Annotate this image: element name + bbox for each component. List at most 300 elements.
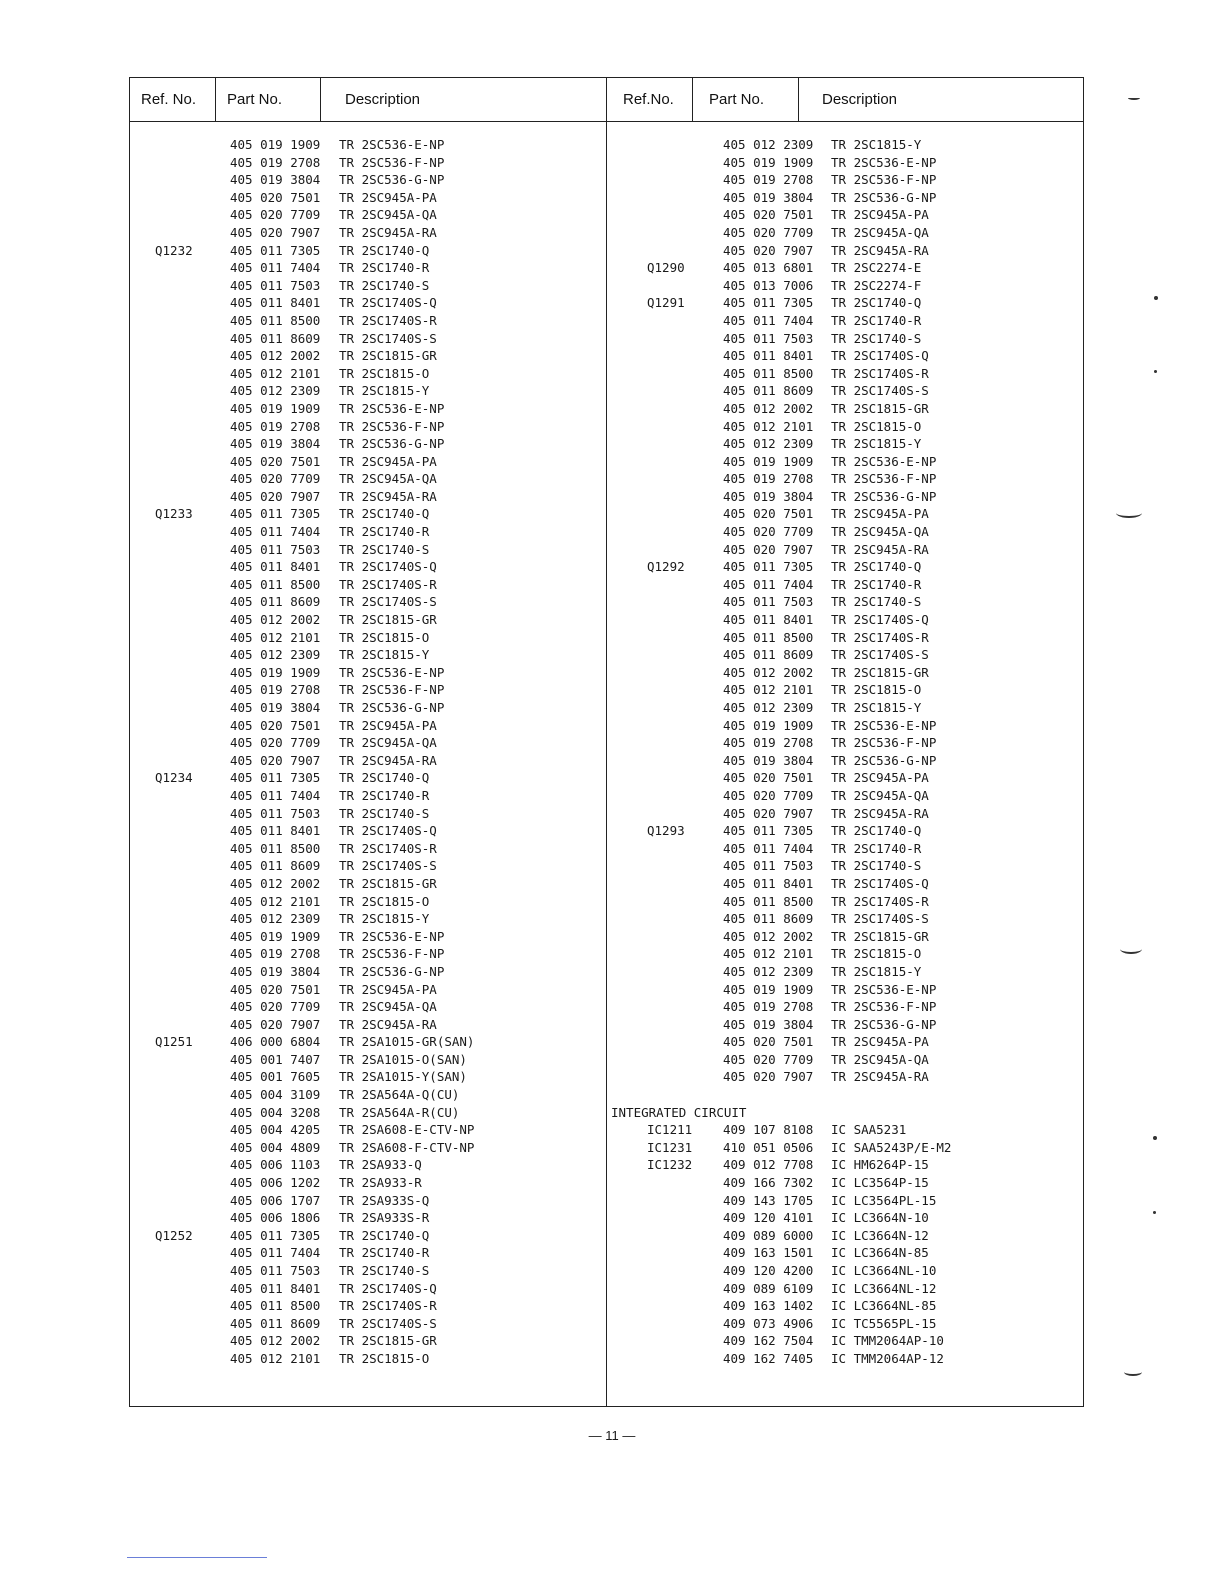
- part-no-cell: 405 012 2309: [230, 647, 321, 663]
- description-cell: TR 2SC536-E-NP: [831, 453, 937, 469]
- part-no-cell: 405 011 8401: [230, 1280, 321, 1296]
- part-no-cell: 409 089 6109: [723, 1280, 814, 1296]
- table-row: [130, 1315, 606, 1333]
- table-row: [607, 505, 1083, 523]
- part-no-cell: 405 001 7407: [230, 1051, 321, 1067]
- table-row: [130, 242, 606, 260]
- table-row: [130, 576, 606, 594]
- table-row: [130, 611, 606, 629]
- description-cell: TR 2SA608-F-CTV-NP: [339, 1139, 475, 1155]
- part-no-cell: 405 019 2708: [230, 946, 321, 962]
- table-row: [130, 629, 606, 647]
- part-no-cell: 405 019 2708: [723, 172, 814, 188]
- table-row: [607, 1139, 1083, 1157]
- ref-no-cell: Q1232: [155, 242, 193, 258]
- part-no-cell: 405 012 2101: [230, 629, 321, 645]
- part-no-cell: 405 019 3804: [723, 189, 814, 205]
- table-row: [607, 242, 1083, 260]
- table-row: [130, 418, 606, 436]
- table-row: [130, 1227, 606, 1245]
- description-cell: TR 2SC945A-PA: [339, 981, 437, 997]
- table-row: [130, 875, 606, 893]
- table-row: [607, 734, 1083, 752]
- description-cell: TR 2SC536-G-NP: [339, 172, 445, 188]
- description-cell: TR 2SC945A-PA: [339, 189, 437, 205]
- table-row: [130, 822, 606, 840]
- part-no-cell: 405 012 2309: [723, 436, 814, 452]
- description-cell: TR 2SC1740-R: [339, 1245, 430, 1261]
- table-row: [130, 1051, 606, 1069]
- part-no-cell: 405 011 8609: [723, 647, 814, 663]
- table-row: [130, 857, 606, 875]
- part-no-cell: 405 020 7907: [230, 1016, 321, 1032]
- description-cell: TR 2SC1740S-R: [339, 312, 437, 328]
- description-cell: TR 2SC536-F-NP: [339, 418, 445, 434]
- part-no-cell: 405 011 8500: [230, 1298, 321, 1314]
- description-cell: IC LC3664N-12: [831, 1227, 929, 1243]
- table-row: [130, 400, 606, 418]
- table-row: [130, 840, 606, 858]
- part-no-cell: 409 120 4101: [723, 1210, 814, 1226]
- description-cell: TR 2SC1740-S: [339, 277, 430, 293]
- description-cell: TR 2SC1740-R: [339, 260, 430, 276]
- part-no-cell: 405 019 2708: [230, 154, 321, 170]
- part-no-cell: 405 012 2101: [230, 893, 321, 909]
- scan-mark: [1124, 1368, 1142, 1376]
- table-row: [607, 752, 1083, 770]
- table-row: [607, 1209, 1083, 1227]
- description-cell: TR 2SC945A-QA: [339, 735, 437, 751]
- part-no-cell: 405 020 7501: [723, 1034, 814, 1050]
- description-cell: TR 2SC1740-Q: [339, 770, 430, 786]
- part-no-cell: 405 011 8401: [723, 348, 814, 364]
- description-cell: TR 2SC1815-GR: [339, 348, 437, 364]
- header-description-right: Description: [822, 91, 898, 108]
- part-no-cell: 405 011 7503: [723, 330, 814, 346]
- part-no-cell: 405 011 8609: [230, 594, 321, 610]
- table-row: [130, 717, 606, 735]
- description-cell: TR 2SC1740-Q: [831, 823, 922, 839]
- table-row: [130, 945, 606, 963]
- table-row: [607, 206, 1083, 224]
- part-no-cell: 405 019 3804: [230, 963, 321, 979]
- table-row: [607, 294, 1083, 312]
- part-no-cell: 405 019 3804: [230, 172, 321, 188]
- part-no-cell: 405 019 3804: [230, 700, 321, 715]
- description-cell: TR 2SC1740S-R: [339, 1298, 437, 1314]
- table-row: [130, 294, 606, 312]
- part-no-cell: 406 000 6804: [230, 1034, 321, 1050]
- table-row: [607, 1315, 1083, 1333]
- description-cell: TR 2SC1740-R: [831, 840, 922, 856]
- description-cell: TR 2SC945A-QA: [831, 787, 929, 803]
- part-no-cell: 405 011 7305: [230, 770, 321, 786]
- table-row: [130, 646, 606, 664]
- table-row: [130, 259, 606, 277]
- description-cell: TR 2SC1815-GR: [831, 928, 929, 944]
- description-cell: TR 2SC1740S-R: [339, 576, 437, 592]
- part-no-cell: 405 019 3804: [723, 1016, 814, 1032]
- description-cell: TR 2SA933-Q: [339, 1157, 422, 1173]
- part-no-cell: 405 012 2002: [230, 348, 321, 364]
- description-cell: TR 2SC536-F-NP: [339, 154, 445, 170]
- description-cell: TR 2SC1740S-S: [831, 647, 929, 663]
- table-row: [607, 1068, 1083, 1086]
- description-cell: TR 2SC1740-Q: [831, 559, 922, 575]
- part-no-cell: 405 019 3804: [230, 436, 321, 452]
- description-cell: TR 2SC536-F-NP: [831, 471, 937, 487]
- part-no-cell: 405 019 2708: [723, 471, 814, 487]
- part-no-cell: 405 011 8500: [723, 893, 814, 909]
- part-no-cell: 405 011 7404: [723, 576, 814, 592]
- part-no-cell: 405 019 3804: [723, 752, 814, 768]
- ref-no-cell: IC1211: [647, 1122, 693, 1138]
- table-row: [607, 1227, 1083, 1245]
- part-no-cell: 409 073 4906: [723, 1315, 814, 1331]
- description-cell: TR 2SC2274-E: [831, 260, 922, 276]
- part-no-cell: 409 163 1402: [723, 1298, 814, 1314]
- part-no-cell: 405 019 1909: [723, 154, 814, 170]
- table-row: [130, 593, 606, 611]
- description-cell: TR 2SA564A-Q(CU): [339, 1087, 460, 1103]
- table-row: [607, 488, 1083, 506]
- table-row: [607, 136, 1083, 154]
- description-cell: TR 2SC1740S-Q: [339, 295, 437, 311]
- table-row: [607, 347, 1083, 365]
- part-no-cell: 405 011 7404: [723, 840, 814, 856]
- description-cell: TR 2SC945A-PA: [831, 207, 929, 223]
- table-row: [607, 259, 1083, 277]
- description-cell: TR 2SC1740-R: [831, 312, 922, 328]
- header-divider: [320, 78, 321, 122]
- table-row: [607, 664, 1083, 682]
- description-cell: TR 2SC1740S-S: [339, 858, 437, 874]
- part-no-cell: 405 011 8401: [230, 295, 321, 311]
- description-cell: TR 2SC1740-R: [339, 524, 430, 540]
- part-no-cell: 409 089 6000: [723, 1227, 814, 1243]
- description-cell: TR 2SC945A-PA: [831, 770, 929, 786]
- part-no-cell: 405 019 1909: [723, 453, 814, 469]
- description-cell: TR 2SC1815-O: [831, 946, 922, 962]
- table-row: [607, 365, 1083, 383]
- table-row: [607, 171, 1083, 189]
- description-cell: IC LC3664N-10: [831, 1210, 929, 1226]
- table-row: [607, 998, 1083, 1016]
- part-no-cell: 405 020 7907: [723, 1069, 814, 1085]
- description-cell: TR 2SC1815-O: [339, 629, 430, 645]
- part-no-cell: 409 162 7504: [723, 1333, 814, 1349]
- table-row: [130, 805, 606, 823]
- table-row: [607, 1121, 1083, 1139]
- table-row: [130, 1350, 606, 1368]
- table-row: [130, 541, 606, 559]
- description-cell: TR 2SC1740-S: [831, 330, 922, 346]
- table-row: [130, 505, 606, 523]
- table-row: [130, 523, 606, 541]
- table-row: [130, 910, 606, 928]
- header-divider: [692, 78, 693, 122]
- table-row: [607, 945, 1083, 963]
- table-row: [607, 576, 1083, 594]
- part-no-cell: 405 012 2101: [723, 946, 814, 962]
- table-row: [130, 699, 606, 717]
- description-cell: TR 2SC1815-Y: [831, 436, 922, 452]
- table-row: [130, 769, 606, 787]
- part-no-cell: 405 012 2101: [723, 418, 814, 434]
- part-no-cell: 405 011 7404: [230, 1245, 321, 1261]
- description-cell: TR 2SC536-F-NP: [831, 735, 937, 751]
- description-cell: TR 2SC1740S-R: [339, 840, 437, 856]
- part-no-cell: 405 011 7503: [723, 594, 814, 610]
- description-cell: TR 2SC1815-Y: [339, 383, 430, 399]
- part-no-cell: 405 012 2002: [230, 875, 321, 891]
- table-row: [130, 171, 606, 189]
- part-no-cell: 405 001 7605: [230, 1069, 321, 1085]
- part-no-cell: 405 011 8609: [723, 383, 814, 399]
- part-no-cell: 405 019 1909: [230, 400, 321, 416]
- description-cell: TR 2SC1740S-S: [831, 383, 929, 399]
- description-cell: TR 2SA564A-R(CU): [339, 1104, 460, 1120]
- part-no-cell: 405 012 2309: [723, 137, 814, 152]
- part-no-cell: 405 019 1909: [230, 928, 321, 944]
- description-cell: TR 2SC1740-S: [339, 1263, 430, 1278]
- description-cell: TR 2SC536-G-NP: [339, 700, 445, 715]
- table-row: [607, 1104, 1083, 1122]
- description-cell: TR 2SC1740S-S: [339, 594, 437, 610]
- table-row: [130, 277, 606, 295]
- part-no-cell: 405 020 7907: [723, 541, 814, 557]
- scan-mark: [1153, 1211, 1156, 1214]
- table-row: [130, 1068, 606, 1086]
- description-cell: TR 2SC1815-O: [339, 893, 430, 909]
- table-row: [607, 717, 1083, 735]
- table-row: [607, 1086, 1083, 1104]
- description-cell: TR 2SC536-G-NP: [831, 1016, 937, 1032]
- part-no-cell: 405 020 7907: [230, 224, 321, 240]
- part-no-cell: 405 011 7305: [723, 295, 814, 311]
- part-no-cell: 405 011 7404: [723, 312, 814, 328]
- header-divider: [798, 78, 799, 122]
- table-row: [607, 558, 1083, 576]
- table-row: [607, 629, 1083, 647]
- description-cell: TR 2SC1740-R: [339, 787, 430, 803]
- ref-no-cell: Q1293: [647, 823, 685, 839]
- part-no-cell: 405 020 7501: [230, 189, 321, 205]
- description-cell: TR 2SC1815-GR: [339, 1333, 437, 1349]
- table-row: [607, 681, 1083, 699]
- table-row: [607, 1280, 1083, 1298]
- description-cell: TR 2SC1815-GR: [339, 875, 437, 891]
- description-cell: IC SAA5231: [831, 1122, 907, 1138]
- table-row: [607, 893, 1083, 911]
- part-no-cell: 405 020 7709: [723, 787, 814, 803]
- scan-mark: [1153, 1136, 1157, 1140]
- table-row: [130, 136, 606, 154]
- table-row: [130, 893, 606, 911]
- page-number: — 11 —: [588, 1428, 636, 1443]
- description-cell: IC LC3664NL-85: [831, 1298, 937, 1314]
- description-cell: TR 2SC536-E-NP: [831, 154, 937, 170]
- table-row: [130, 963, 606, 981]
- description-cell: TR 2SC1815-O: [831, 682, 922, 698]
- table-row: [607, 787, 1083, 805]
- table-row: [607, 277, 1083, 295]
- part-no-cell: 405 020 7709: [230, 999, 321, 1015]
- part-no-cell: 405 012 2002: [723, 400, 814, 416]
- part-no-cell: 405 019 1909: [230, 137, 321, 152]
- table-row: [130, 681, 606, 699]
- table-row: [130, 664, 606, 682]
- part-no-cell: 405 020 7709: [723, 224, 814, 240]
- table-row: [130, 365, 606, 383]
- part-no-cell: 405 019 1909: [723, 981, 814, 997]
- description-cell: TR 2SC1740-Q: [339, 1227, 430, 1243]
- description-cell: TR 2SC945A-PA: [339, 717, 437, 733]
- description-cell: TR 2SC536-F-NP: [831, 999, 937, 1015]
- part-no-cell: 405 011 8609: [723, 911, 814, 927]
- table-row: [130, 312, 606, 330]
- description-cell: TR 2SC1740S-Q: [831, 348, 929, 364]
- table-row: [607, 154, 1083, 172]
- part-no-cell: 405 012 2002: [723, 928, 814, 944]
- table-row: [607, 1262, 1083, 1280]
- description-cell: TR 2SA933S-R: [339, 1210, 430, 1226]
- table-row: [130, 224, 606, 242]
- ref-no-cell: Q1290: [647, 260, 685, 276]
- table-row: [130, 1209, 606, 1227]
- table-row: [130, 558, 606, 576]
- table-row: [130, 435, 606, 453]
- table-row: [130, 206, 606, 224]
- description-cell: TR 2SC1815-O: [339, 1350, 430, 1366]
- part-no-cell: 405 011 7503: [230, 541, 321, 557]
- header-description-left: Description: [345, 91, 421, 108]
- description-cell: TR 2SC536-E-NP: [339, 664, 445, 680]
- description-cell: TR 2SC1815-GR: [831, 664, 929, 680]
- part-no-cell: 405 011 7503: [230, 277, 321, 293]
- part-no-cell: 405 011 8609: [230, 1315, 321, 1331]
- table-row: [607, 769, 1083, 787]
- description-cell: TR 2SC536-G-NP: [831, 189, 937, 205]
- part-no-cell: 405 011 7404: [230, 524, 321, 540]
- part-no-cell: 405 012 2101: [230, 365, 321, 381]
- table-row: [607, 1174, 1083, 1192]
- description-cell: TR 2SC945A-QA: [831, 524, 929, 540]
- part-no-cell: 405 020 7709: [230, 471, 321, 487]
- description-cell: TR 2SC1815-GR: [339, 612, 437, 628]
- table-row: [130, 1033, 606, 1051]
- description-cell: IC SAA5243P/E-M2: [831, 1139, 952, 1155]
- table-row: [130, 330, 606, 348]
- table-row: [607, 840, 1083, 858]
- table-row: [130, 1016, 606, 1034]
- description-cell: TR 2SC945A-PA: [831, 1034, 929, 1050]
- description-cell: TR 2SA933-R: [339, 1175, 422, 1191]
- description-cell: TR 2SC945A-PA: [831, 506, 929, 522]
- description-cell: IC LC3664NL-12: [831, 1280, 937, 1296]
- table-row: [607, 400, 1083, 418]
- table-row: [607, 928, 1083, 946]
- part-no-cell: 405 012 2309: [723, 963, 814, 979]
- table-row: [130, 382, 606, 400]
- part-no-cell: 405 020 7501: [723, 207, 814, 223]
- part-no-cell: 405 011 7503: [230, 805, 321, 821]
- part-no-cell: 405 011 7503: [723, 858, 814, 874]
- table-row: [607, 805, 1083, 823]
- description-cell: TR 2SC536-E-NP: [831, 981, 937, 997]
- table-row: [130, 347, 606, 365]
- part-no-cell: 405 020 7501: [723, 506, 814, 522]
- table-row: [607, 189, 1083, 207]
- description-cell: TR 2SC945A-RA: [831, 1069, 929, 1085]
- part-no-cell: 405 012 2002: [230, 1333, 321, 1349]
- part-no-cell: 405 020 7501: [230, 717, 321, 733]
- part-no-cell: 410 051 0506: [723, 1139, 814, 1155]
- table-row: [130, 1244, 606, 1262]
- scan-mark: [1154, 370, 1157, 373]
- table-row: [130, 1174, 606, 1192]
- header-part-no-left: Part No.: [227, 91, 283, 108]
- part-no-cell: 405 020 7907: [723, 242, 814, 258]
- description-cell: TR 2SC1740S-R: [831, 629, 929, 645]
- part-no-cell: 405 020 7709: [723, 1051, 814, 1067]
- table-row: [607, 1051, 1083, 1069]
- part-no-cell: 409 143 1705: [723, 1192, 814, 1208]
- part-no-cell: 405 011 8401: [723, 612, 814, 628]
- part-no-cell: 409 120 4200: [723, 1263, 814, 1278]
- description-cell: TR 2SC536-F-NP: [339, 682, 445, 698]
- part-no-cell: 405 011 7305: [230, 242, 321, 258]
- table-row: [130, 1192, 606, 1210]
- part-no-cell: 405 011 7305: [723, 559, 814, 575]
- description-cell: TR 2SC1740-S: [339, 805, 430, 821]
- table-row: [607, 910, 1083, 928]
- table-row: [607, 435, 1083, 453]
- part-no-cell: 405 012 2002: [723, 664, 814, 680]
- part-no-cell: 409 163 1501: [723, 1245, 814, 1261]
- part-no-cell: 405 020 7709: [723, 524, 814, 540]
- table-row: [130, 998, 606, 1016]
- part-no-cell: 405 011 7305: [723, 823, 814, 839]
- description-cell: TR 2SC945A-RA: [831, 541, 929, 557]
- part-no-cell: 405 020 7501: [723, 770, 814, 786]
- description-cell: TR 2SC536-G-NP: [831, 488, 937, 504]
- description-cell: TR 2SC536-G-NP: [831, 752, 937, 768]
- part-no-cell: 405 011 8500: [230, 312, 321, 328]
- part-no-cell: 405 011 7305: [230, 1227, 321, 1243]
- table-row: [607, 611, 1083, 629]
- description-cell: IC HM6264P-15: [831, 1157, 929, 1173]
- table-row: [130, 488, 606, 506]
- description-cell: TR 2SC945A-QA: [831, 1051, 929, 1067]
- table-row: [607, 699, 1083, 717]
- table-row: [130, 1262, 606, 1280]
- description-cell: TR 2SC536-E-NP: [339, 137, 445, 152]
- table-row: [130, 470, 606, 488]
- part-no-cell: 405 004 3109: [230, 1087, 321, 1103]
- table-row: [607, 1192, 1083, 1210]
- table-row: [607, 1244, 1083, 1262]
- part-no-cell: 405 006 1806: [230, 1210, 321, 1226]
- part-no-cell: 405 004 3208: [230, 1104, 321, 1120]
- part-no-cell: 405 019 1909: [230, 664, 321, 680]
- description-cell: TR 2SC945A-RA: [339, 752, 437, 768]
- description-cell: TR 2SC945A-RA: [339, 224, 437, 240]
- table-row: [130, 1121, 606, 1139]
- part-no-cell: 405 006 1103: [230, 1157, 321, 1173]
- part-no-cell: 405 013 7006: [723, 277, 814, 293]
- description-cell: TR 2SC1740-R: [831, 576, 922, 592]
